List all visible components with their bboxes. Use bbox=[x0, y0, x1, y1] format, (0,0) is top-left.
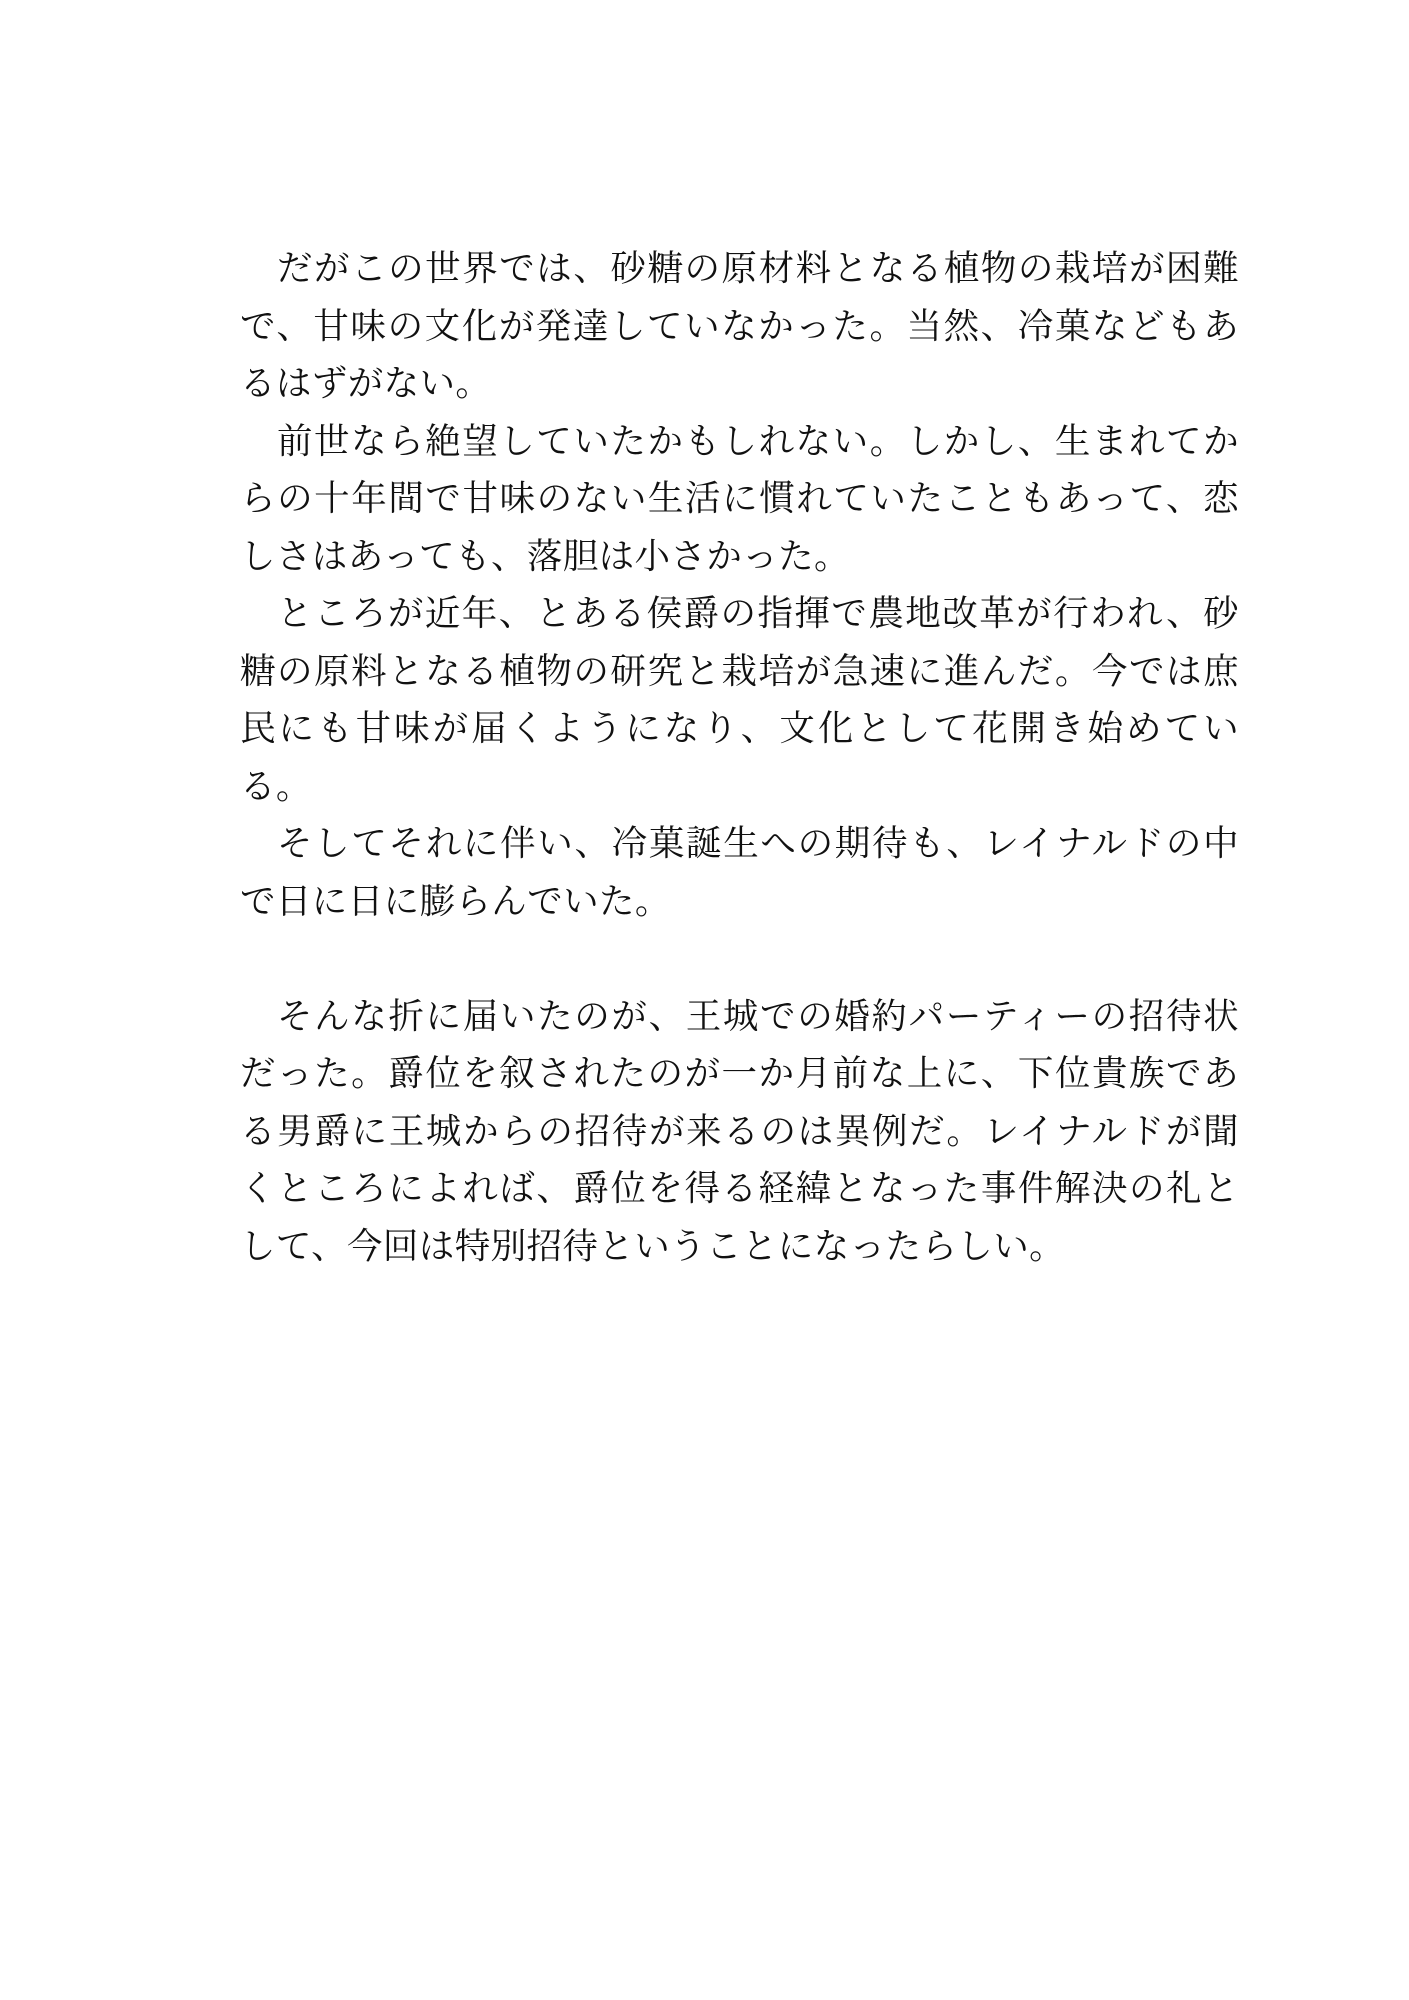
page-text-body bbox=[240, 240, 1239, 1275]
paragraph: ところが近年、とある侯爵の指揮で農地改革が行われ、砂糖の原料となる植物の研究と栽培が急速に進んだ。今では庶民にも甘味が届くようになり、文化として花開き始めている。 bbox=[240, 593, 1239, 806]
paragraph: そんな折に届いたのが、王城での婚約パーティーの招待状だった。爵位を叙されたのが一か月前な上に、下位貴族である男爵に王城からの招待が来るのは異例だ。レイナルドが聞くところによれば、爵位を得る経緯となった事件解決の礼として、今回は特別招待ということになったらしい。 bbox=[240, 995, 1239, 1266]
paragraph: そしてそれに伴い、冷菓誕生への期待も、レイナルドの中で日に日に膨らんでいた。 bbox=[240, 823, 1239, 921]
paragraph-spacer bbox=[240, 930, 1239, 988]
paragraph: だがこの世界では、砂糖の原材料となる植物の栽培が困難で、甘味の文化が発達していなかった。当然、冷菓などもあるはずがない。 bbox=[240, 248, 1239, 403]
paragraph: 前世なら絶望していたかもしれない。しかし、生まれてからの十年間で甘味のない生活に慣れていたこともあって、恋しさはあっても、落胆は小さかった。 bbox=[240, 420, 1239, 576]
